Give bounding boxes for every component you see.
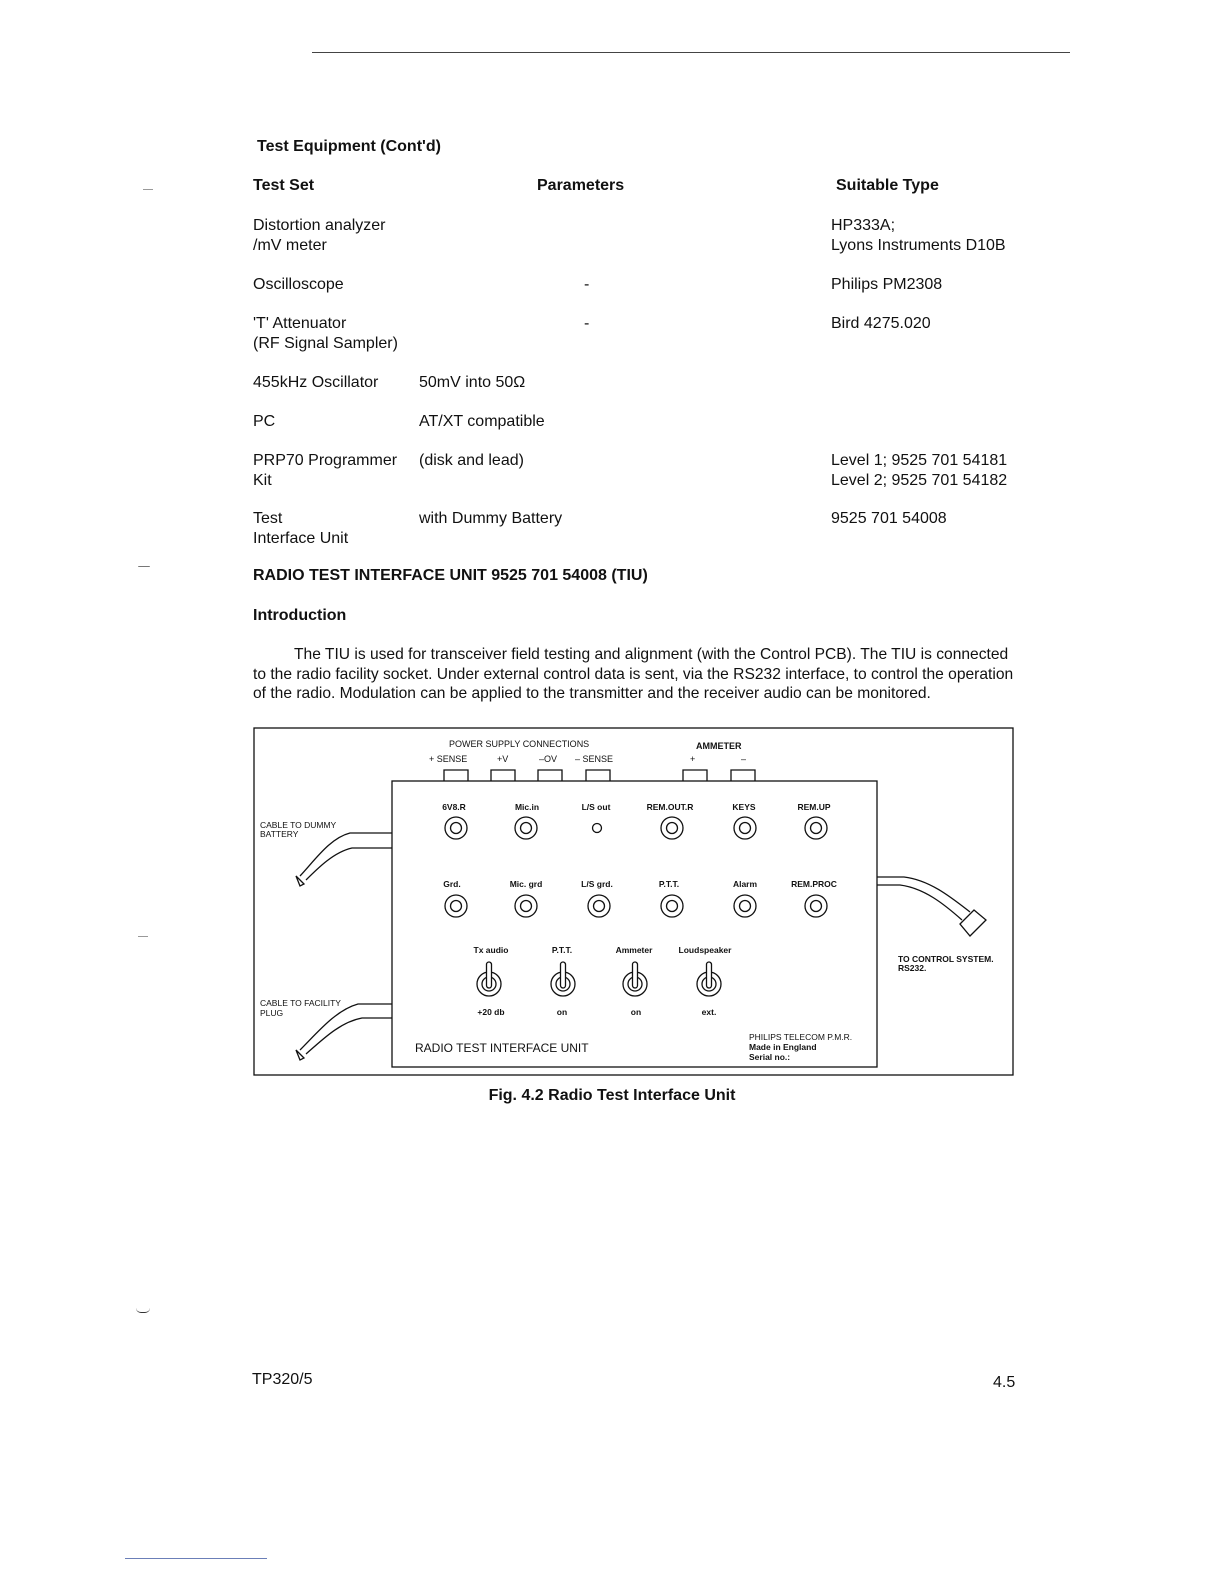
cable-dummy-label: CABLE TO DUMMY	[260, 820, 337, 830]
terminal-label: + SENSE	[429, 754, 468, 764]
socket-row-1	[445, 817, 827, 839]
switch-label: Ammeter	[615, 945, 653, 955]
parameter-cell: AT/XT compatible	[419, 413, 545, 430]
intro-paragraph: The TIU is used for transceiver field testing and alignment (with the Control PCB). The TIU is connected to the radio facility socket. Under external control data is sent, via the RS232 interface, to control the operation of the radio. Modulation can be applied to the transmitter and the receiver audio can be monitored.	[253, 646, 1014, 702]
suitable-type-line: Level 2; 9525 701 54182	[831, 471, 1008, 489]
col-header-parameters: Parameters	[537, 177, 625, 194]
suitable-type-line: 9525 701 54008	[831, 510, 947, 527]
socket-label: Mic.in	[514, 802, 540, 812]
socket-label: Mic. grd	[509, 879, 543, 889]
terminal-label: –	[741, 754, 747, 764]
unit-name-label: RADIO TEST INTERFACE UNIT	[415, 1041, 589, 1055]
test-set-line: Distortion analyzer	[253, 217, 386, 234]
cable-facility-label: PLUG	[260, 1008, 284, 1018]
section-title: Test Equipment (Cont'd)	[257, 138, 441, 155]
cable-facility-plug	[300, 1004, 392, 1050]
terminal-label: +V	[497, 754, 509, 764]
parameter-cell: -	[584, 276, 590, 293]
control-system-label: TO CONTROL SYSTEM.	[898, 954, 994, 964]
toggle-switches	[477, 962, 721, 996]
doc-id: TP320/5	[252, 1371, 313, 1388]
test-set-line: PC	[253, 413, 276, 430]
terminal-v-plus	[491, 770, 515, 781]
col-header-suitable-type: Suitable Type	[836, 177, 939, 194]
unit-panel	[392, 781, 877, 1067]
test-set-line: Oscilloscope	[253, 276, 344, 293]
test-set-line: PRP70 Programmer	[253, 452, 398, 469]
test-set-line: Interface Unit	[253, 529, 349, 547]
power-supply-title: POWER SUPPLY CONNECTIONS	[449, 739, 590, 749]
terminal-ammeter-minus	[731, 770, 755, 781]
socket-label: Grd.	[443, 879, 461, 889]
maker-label: Serial no.:	[749, 1052, 791, 1062]
parameter-cell: with Dummy Battery	[419, 510, 563, 527]
socket-label: REM.OUT.R	[646, 802, 694, 812]
parameter-cell: -	[584, 315, 590, 332]
figure-frame	[254, 728, 1013, 1075]
test-set-line: Kit	[253, 471, 272, 489]
switch-state: +20 db	[477, 1007, 505, 1017]
terminal-label: –OV	[539, 754, 558, 764]
test-set-line: (RF Signal Sampler)	[253, 334, 398, 352]
socket-label: REM.UP	[797, 802, 831, 812]
parameter-cell: 50mV into 50Ω	[419, 374, 526, 391]
socket-label: L/S out	[581, 802, 611, 812]
socket-label: P.T.T.	[658, 879, 680, 889]
cable-dummy-label: BATTERY	[260, 829, 299, 839]
socket-row-2	[445, 895, 827, 917]
tiu-heading: RADIO TEST INTERFACE UNIT 9525 701 54008 (TIU)	[253, 567, 648, 584]
test-set-line: 455kHz Oscillator	[253, 374, 379, 391]
terminal-sense-plus	[444, 770, 468, 781]
test-set-line: 'T' Attenuator	[253, 315, 347, 332]
test-set-line: Test	[253, 510, 283, 527]
cable-control-system	[877, 877, 970, 912]
socket-label: REM.PROC	[791, 879, 837, 889]
cable-dummy-battery	[300, 833, 392, 876]
control-system-label: RS232.	[898, 963, 927, 973]
switch-state: on	[630, 1007, 642, 1017]
terminal-label: – SENSE	[575, 754, 614, 764]
cable-facility-label: CABLE TO FACILITY	[260, 998, 341, 1008]
figure-caption: Fig. 4.2 Radio Test Interface Unit	[488, 1087, 736, 1104]
socket-label: 6V8.R	[442, 802, 466, 812]
ammeter-title: AMMETER	[696, 741, 742, 751]
suitable-type-line: Level 1; 9525 701 54181	[831, 452, 1008, 469]
terminal-ammeter-plus	[683, 770, 707, 781]
maker-label: PHILIPS TELECOM P.M.R.	[749, 1032, 853, 1042]
col-header-test-set: Test Set	[253, 177, 315, 194]
test-set-line: /mV meter	[253, 236, 327, 254]
page-number: 4.5	[993, 1374, 1016, 1391]
socket-label: Alarm	[732, 879, 758, 889]
terminal-label: +	[690, 754, 696, 764]
switch-state: ext.	[701, 1007, 717, 1017]
terminal-ov	[538, 770, 562, 781]
suitable-type-line: Lyons Instruments D10B	[831, 236, 1006, 254]
suitable-type-line: Bird 4275.020	[831, 315, 931, 332]
suitable-type-line: HP333A;	[831, 217, 896, 234]
parameter-cell: (disk and lead)	[419, 452, 524, 469]
switch-label: Tx audio	[473, 945, 509, 955]
footer-rule	[125, 1558, 267, 1559]
switch-label: P.T.T.	[551, 945, 573, 955]
switch-state: on	[556, 1007, 568, 1017]
terminal-sense-minus	[586, 770, 610, 781]
socket-label: KEYS	[732, 802, 756, 812]
socket-label: L/S grd.	[581, 879, 613, 889]
intro-heading: Introduction	[253, 607, 347, 624]
switch-label: Loudspeaker	[678, 945, 732, 955]
suitable-type-line: Philips PM2308	[831, 276, 943, 293]
maker-label: Made in England	[749, 1042, 817, 1052]
